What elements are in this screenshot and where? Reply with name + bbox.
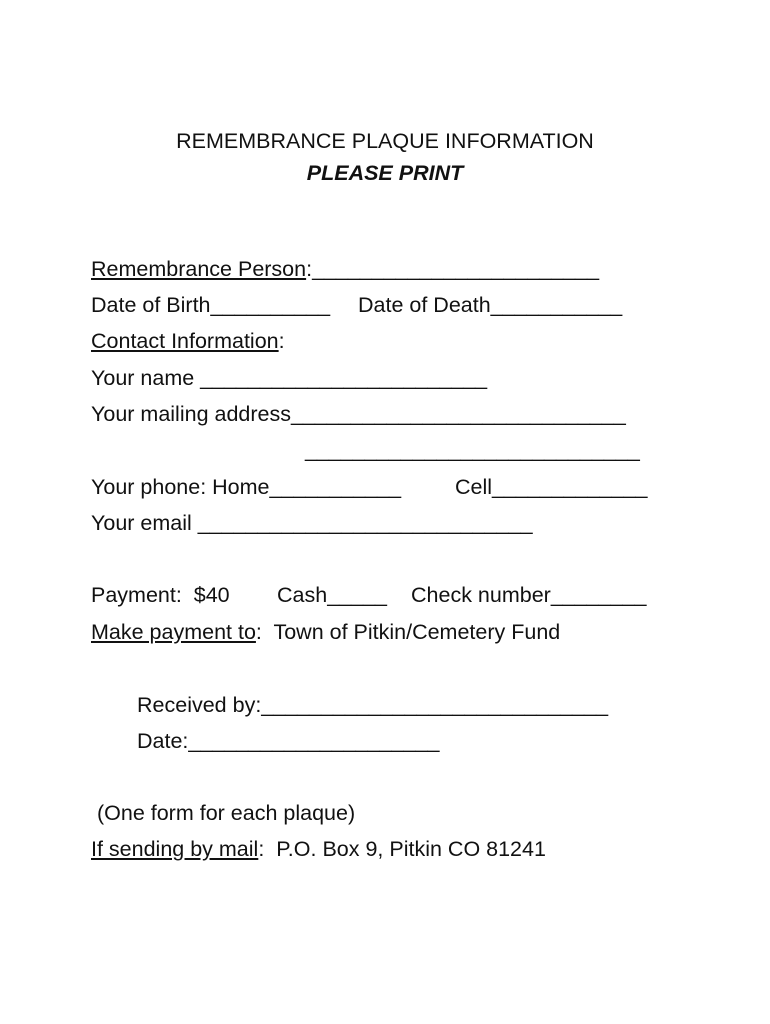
mailing-instructions [91,836,546,862]
received-by-field: Received by:_____________________________ [137,693,609,717]
mailing-address-line2: ____________________________ [305,438,640,462]
check-number-field: Check number________ [411,583,647,607]
contact-information-colon: : [278,329,285,353]
mailing-address-field: Your mailing address____________________________ [91,402,626,426]
cash-field: Cash_____ [277,583,387,607]
make-payment-label: Make payment to [91,620,256,644]
received-date-field: Date:_____________________ [137,729,440,753]
form-title: REMEMBRANCE PLAQUE INFORMATION [176,129,594,153]
your-name-field: Your name ________________________ [91,366,488,390]
phone-home-field: Your phone: Home___________ [91,475,402,499]
date-of-death-field: Date of Death___________ [358,293,623,317]
dates-row [91,292,330,318]
make-payment-to [91,619,560,645]
email-field: Your email ____________________________ [91,511,533,535]
date-of-birth-field: Date of Birth__________ [91,293,331,317]
phone-cell-field: Cell_____________ [455,475,648,499]
make-payment-payee: : Town of Pitkin/Cemetery Fund [255,620,561,644]
remembrance-person-field [91,256,599,282]
form-subtitle: PLEASE PRINT [306,161,464,185]
remembrance-person-blank: :________________________ [306,257,600,281]
mailing-address-info: : P.O. Box 9, Pitkin CO 81241 [258,837,546,861]
payment-amount: Payment: $40 [91,583,230,607]
one-form-note: (One form for each plaque) [91,801,356,825]
contact-information-label: Contact Information [91,329,279,353]
remembrance-person-label: Remembrance Person [91,257,307,281]
sending-by-mail-label: If sending by mail [91,837,259,861]
contact-information-heading [91,328,285,354]
